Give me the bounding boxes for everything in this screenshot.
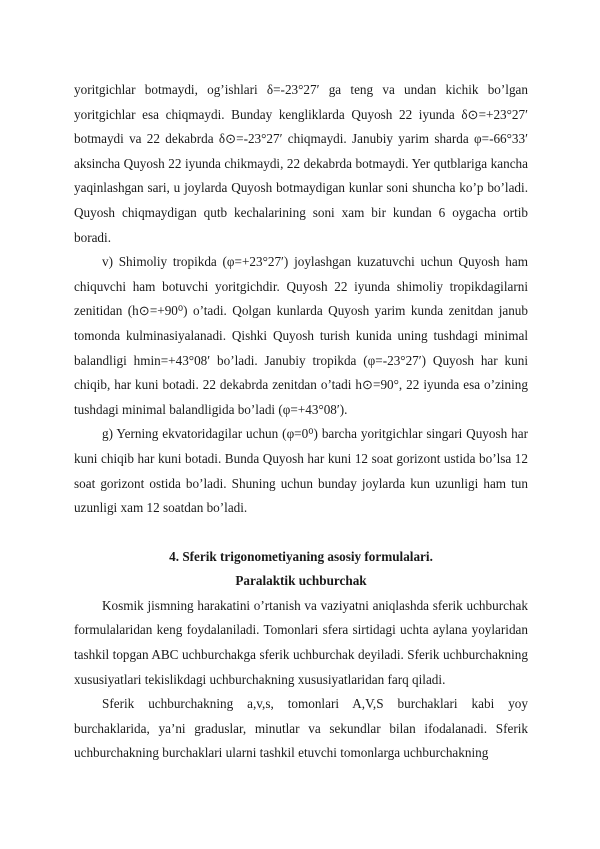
paragraph-tropic: v) Shimoliy tropikda (φ=+23°27′) joylashgan kuzatuvchi uchun Quyosh ham chiquvchi ham botuvchi yoritgichdir. Quyosh 22 iyunda shimoliy tropikdagilarni zenitidan (h⊙=+90⁰) o’tadi. Qolgan kunlarda Quyosh yarim kunda zenitdan janub tomonda kulminasiyalanadi. Qishki Quyosh turish kunida uning tushdagi minimal balandligi hmin=+43°08′ bo’ladi. Janubiy tropikda (φ=-23°27′) Quyosh har kuni chiqib, har kuni botadi. 22 dekabrda zenitdan o’tadi h⊙=90°, 22 iyunda esa o’zining tushdagi minimal balandligida bo’ladi (φ=+43°08′). (74, 254, 528, 417)
section-title: 4. Sferik trigonometiyaning asosiy formulalari. (169, 548, 433, 564)
paragraph-spherical-triangle-sides: Sferik uchburchakning a,v,s, tomonlari A,V,S burchaklari kabi yoy burchaklarida, ya’ni graduslar, minutlar va sekundlar bilan ifodalanadi. Sferik uchburchakning burchaklari ularni tashkil etuvchi tomonlarga uchburchakning (74, 696, 528, 761)
paragraph-spherical-triangle-intro: Kosmik jismning harakatini o’rtanish va vaziyatni aniqlashda sferik uchburchak formulalaridan keng foydalaniladi. Tomonlari sfera sirtidagi uchta aylana yoylaridan tashkil topgan ABC uchburchakga sferik uchburchak deyiladi. Sferik uchburchakning xususiyatlari tekislikdagi uchburchakning xususiyatlaridan farq qiladi. (74, 597, 528, 687)
paragraph-equator: g) Yerning ekvatoridagilar uchun (φ=0⁰) barcha yoritgichlar singari Quyosh har kuni chiqib har kuni botadi. Bunda Quyosh har kuni 12 soat gorizont ustida bo’lsa 12 soat gorizont ostida bo’ladi. Shuning uchun bunday joylarda kun uzunligi ham tun uzunligi xam 12 soatdan bo’ladi. (74, 426, 528, 516)
paragraph-polar-regions: yoritgichlar botmaydi, og’ishlari δ=-23°27′ ga teng va undan kichik bo’lgan yoritgichlar esa chiqmaydi. Bunday kengliklarda Quyosh 22 iyunda δ⊙=+23°27′ botmaydi va 22 dekabrda δ⊙=-23°27′ chiqmaydi. Janubiy yarim sharda φ=-66°33′ aksincha Quyosh 22 iyunda chikmaydi, 22 dekabrda botmaydi. Yer qutblariga kancha yaqinlashgan sari, u joylarda Quyosh botmaydigan kunlar soni shuncha ko’p bo’ladi. Quyosh chiqmaydigan qutb kechalarining soni xam bir kundan 6 oygacha ortib boradi. (74, 82, 528, 245)
section-spacer (74, 521, 528, 545)
page-body (74, 78, 528, 766)
subsection-title: Paralaktik uchburchak (235, 573, 367, 589)
